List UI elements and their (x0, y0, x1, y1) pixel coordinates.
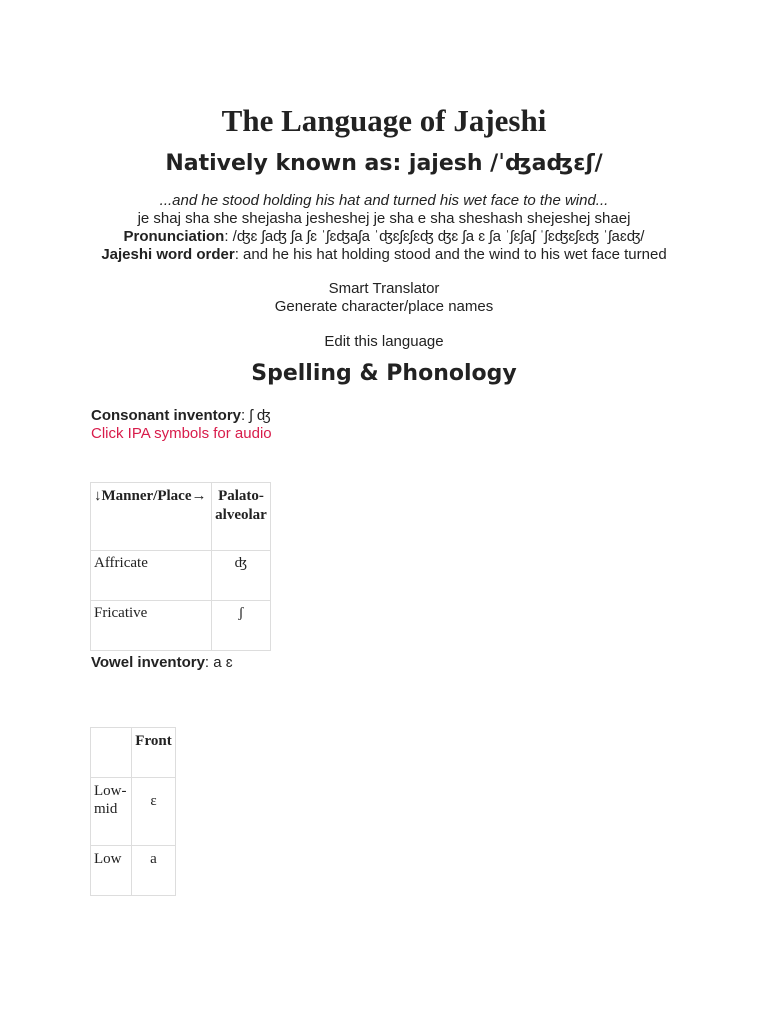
word-order-value: : and he his hat holding stood and the wind to his wet face turned (234, 246, 667, 263)
table-row (91, 846, 176, 896)
front-header: Front (132, 728, 176, 778)
sample-sentence-english: ...and he stood holding his hat and turned his wet face to the wind... (159, 192, 609, 209)
ipa-symbol[interactable]: ʤ (212, 551, 271, 601)
table-row (91, 778, 176, 846)
pronunciation-value: : /ʤɛ ʃaʤ ʃa ʃɛ ˈʃɛʤaʃa ˈʤɛʃɛʃɛʤ ʤɛ ʃa ɛ ʃa ˈʃɛʃaʃ ˈʃɛʤɛʃɛʤ ˈʃaɛʤ/ (224, 228, 645, 245)
manner-cell: Fricative (91, 601, 212, 651)
vowel-inventory (91, 654, 233, 672)
edit-language-link[interactable]: Edit this language (324, 333, 444, 350)
consonant-inventory-label: Consonant inventory (91, 407, 242, 424)
vowel-table (90, 727, 176, 896)
ipa-audio-hint: Click IPA symbols for audio (91, 425, 272, 442)
word-order-label: Jajeshi word order (101, 246, 235, 263)
generate-names-row (0, 298, 768, 316)
consonant-table-header-row (91, 483, 271, 551)
vowel-table-header-row (91, 728, 176, 778)
vowel-inventory-label: Vowel inventory (91, 654, 205, 671)
vowel-inventory-value: : a ɛ (204, 654, 233, 671)
consonant-table (90, 482, 271, 651)
generate-names-link[interactable]: Generate character/place names (274, 298, 494, 315)
empty-header-cell (91, 728, 132, 778)
consonant-inventory (91, 407, 270, 425)
consonant-inventory-value: : ʃ ʤ (241, 407, 271, 424)
ipa-symbol[interactable]: a (132, 846, 176, 896)
table-row (91, 551, 271, 601)
pronunciation-label: Pronunciation (123, 228, 225, 245)
smart-translator-link[interactable]: Smart Translator (328, 280, 440, 297)
pronunciation-line (0, 228, 768, 246)
ipa-symbol[interactable]: ʃ (212, 601, 271, 651)
word-order-line (0, 246, 768, 264)
ipa-symbol[interactable]: ɛ (132, 778, 176, 846)
table-row (91, 601, 271, 651)
vowel-height-cell: Low-mid (91, 778, 132, 846)
section-heading: Spelling & Phonology (251, 361, 517, 386)
vowel-height-cell: Low (91, 846, 132, 896)
native-name-heading: Natively known as: jajesh /ˈʤaʤɛʃ/ (165, 151, 603, 176)
manner-cell: Affricate (91, 551, 212, 601)
manner-place-header: ↓Manner/Place→ (91, 483, 212, 551)
sample-sentence-native: je shaj sha she shejasha jesheshej je sha e sha sheshash shejeshej shaej (137, 210, 631, 227)
palato-alveolar-header: Palato-alveolar (212, 483, 271, 551)
edit-language-row (0, 333, 768, 351)
smart-translator-row (0, 280, 768, 298)
page-title: The Language of Jajeshi (221, 103, 547, 138)
